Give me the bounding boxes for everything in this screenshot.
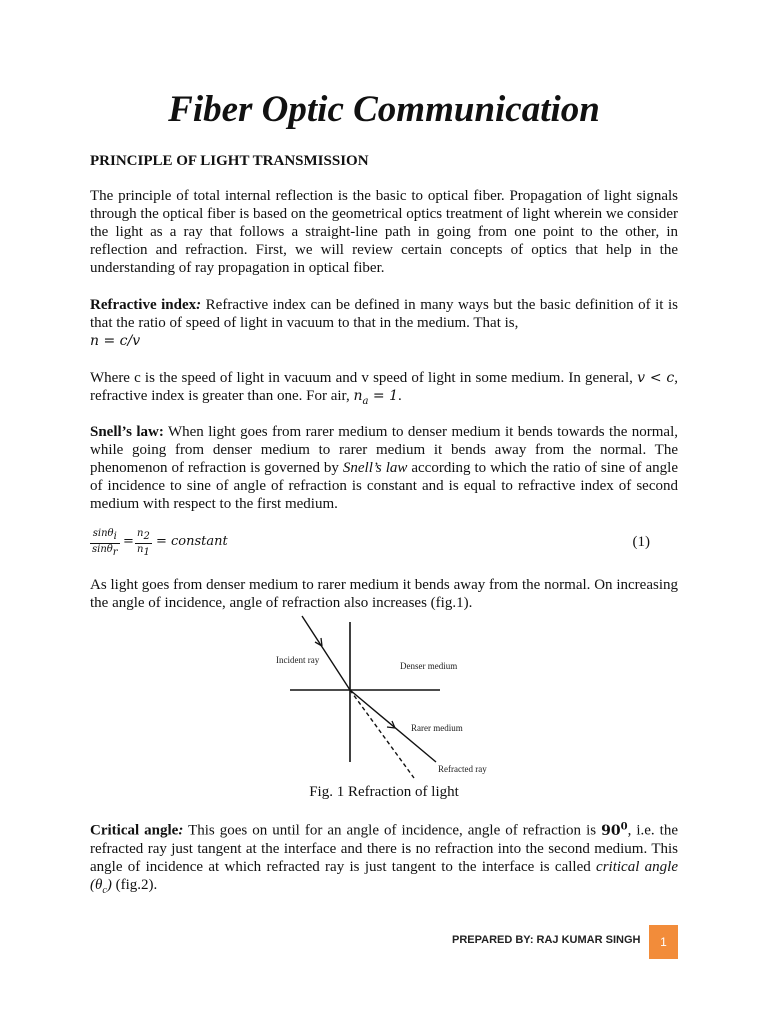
snells-law-text-a: When light goes from rarer medium to denser medium it bends towards the normal, while going from denser medium to rarer medium it bends away from the normal. The phenomenon of refraction is governed by xyxy=(90,424,678,476)
speed-paragraph xyxy=(90,369,678,411)
section-heading: PRINCIPLE OF LIGHT TRANSMISSION xyxy=(90,153,369,169)
incident-ray xyxy=(302,616,350,690)
page-number-badge xyxy=(649,925,678,959)
critical-text-c: (fig.2). xyxy=(111,876,158,893)
snells-law-equation xyxy=(90,528,678,558)
air-n-sub: a xyxy=(362,395,369,407)
angle-value: 90 xyxy=(601,822,621,839)
sine-denominator xyxy=(90,544,120,559)
air-index-formula xyxy=(353,388,398,407)
refractive-index-text: Refractive index can be defined in many ways but the basic definition of it is that the ratio of speed of light in vacuum to that in the medium. That is, xyxy=(90,297,678,331)
critical-colon: : xyxy=(178,822,184,839)
critical-angle-paragraph xyxy=(90,818,678,900)
speed-text-c: . xyxy=(398,388,402,404)
sine-ratio-fraction xyxy=(90,528,120,559)
refractive-index-paragraph xyxy=(90,296,678,332)
index-denominator xyxy=(135,544,152,559)
refractive-index-formula: n = c/v xyxy=(90,333,141,349)
speed-inequality: v < c xyxy=(637,370,675,386)
ninety-degrees xyxy=(601,823,627,839)
index-den-text: n xyxy=(137,544,144,555)
refracted-ray-label: Refracted ray xyxy=(438,764,487,774)
critical-term-text: critical angle (θ xyxy=(90,858,679,893)
snells-law-heading: Snell’s law: xyxy=(90,424,164,440)
refractive-colon: : xyxy=(196,297,202,313)
incident-ray-label: Incident ray xyxy=(276,655,320,665)
speed-text-a: Where c is the speed of light in vacuum and v speed of light in some medium. In general, xyxy=(90,370,638,386)
index-ratio-fraction xyxy=(135,528,152,559)
denser-medium-paragraph: As light goes from denser medium to rarer medium it bends away from the normal. On increasing the angle of incidence, angle of refraction also increases (fig.1). xyxy=(90,577,678,611)
refraction-figure xyxy=(270,612,500,784)
refractive-index-heading: Refractive index xyxy=(90,297,197,313)
snells-law-term: Snell’s law xyxy=(342,460,408,476)
intro-paragraph: The principle of total internal reflection is the basic to optical fiber. Propagation of light signals through the optical fiber is based on the geometrical optics treatment of light wherein we consider the light as a ray that follows a straight-line path in going from one point to the other, in reflection and refraction. First, we will review certain concepts of optics that help in the understanding of ray propagation in optical fiber. xyxy=(90,188,678,276)
undeviated-path-dashed xyxy=(350,690,414,778)
figure-caption: Fig. 1 Refraction of light xyxy=(309,784,459,800)
angle-sup: 0 xyxy=(620,821,628,832)
rarer-medium-label: Rarer medium xyxy=(411,723,463,733)
critical-term-close: ) xyxy=(106,876,112,893)
sine-den-text: sinθ xyxy=(92,544,113,555)
equation-constant: = constant xyxy=(156,534,228,549)
sine-numerator xyxy=(90,528,120,544)
critical-text-b: , i.e. the refracted ray just tangent at the interface and there is no refraction into the second medium. This angle of incidence at which refracted ray is just tangent to the interface is called xyxy=(90,822,678,875)
sine-den-sub: r xyxy=(112,547,118,558)
equation-number: (1) xyxy=(632,534,650,550)
air-n: n xyxy=(353,388,363,404)
speed-text-b: , refractive index is greater than one. For air, xyxy=(90,370,678,404)
index-den-sub: 1 xyxy=(143,547,150,558)
page-title: Fiber Optic Communication xyxy=(168,89,600,130)
index-num-sub: 2 xyxy=(143,531,150,542)
sine-num-text: sinθ xyxy=(92,528,114,539)
critical-text-a: This goes on until for an angle of incidence, angle of refraction is xyxy=(183,822,602,839)
page-number: 1 xyxy=(660,935,667,949)
index-num-text: n xyxy=(137,528,144,539)
snells-law-paragraph xyxy=(90,423,678,513)
denser-medium-label: Denser medium xyxy=(400,661,458,671)
index-numerator xyxy=(135,528,152,544)
footer-author: PREPARED BY: RAJ KUMAR SINGH xyxy=(452,934,641,946)
air-value: = 1 xyxy=(368,388,398,404)
sine-num-sub: i xyxy=(113,531,117,542)
critical-term-sub: c xyxy=(102,884,107,896)
snells-law-text-b: according to which the ratio of sine of angle of incidence to sine of angle of refraction is constant and is equal to refractive index of second medium with respect to the first medium. xyxy=(90,460,678,512)
equation-equals-1: = xyxy=(123,534,134,549)
critical-angle-heading: Critical angle xyxy=(90,822,179,839)
